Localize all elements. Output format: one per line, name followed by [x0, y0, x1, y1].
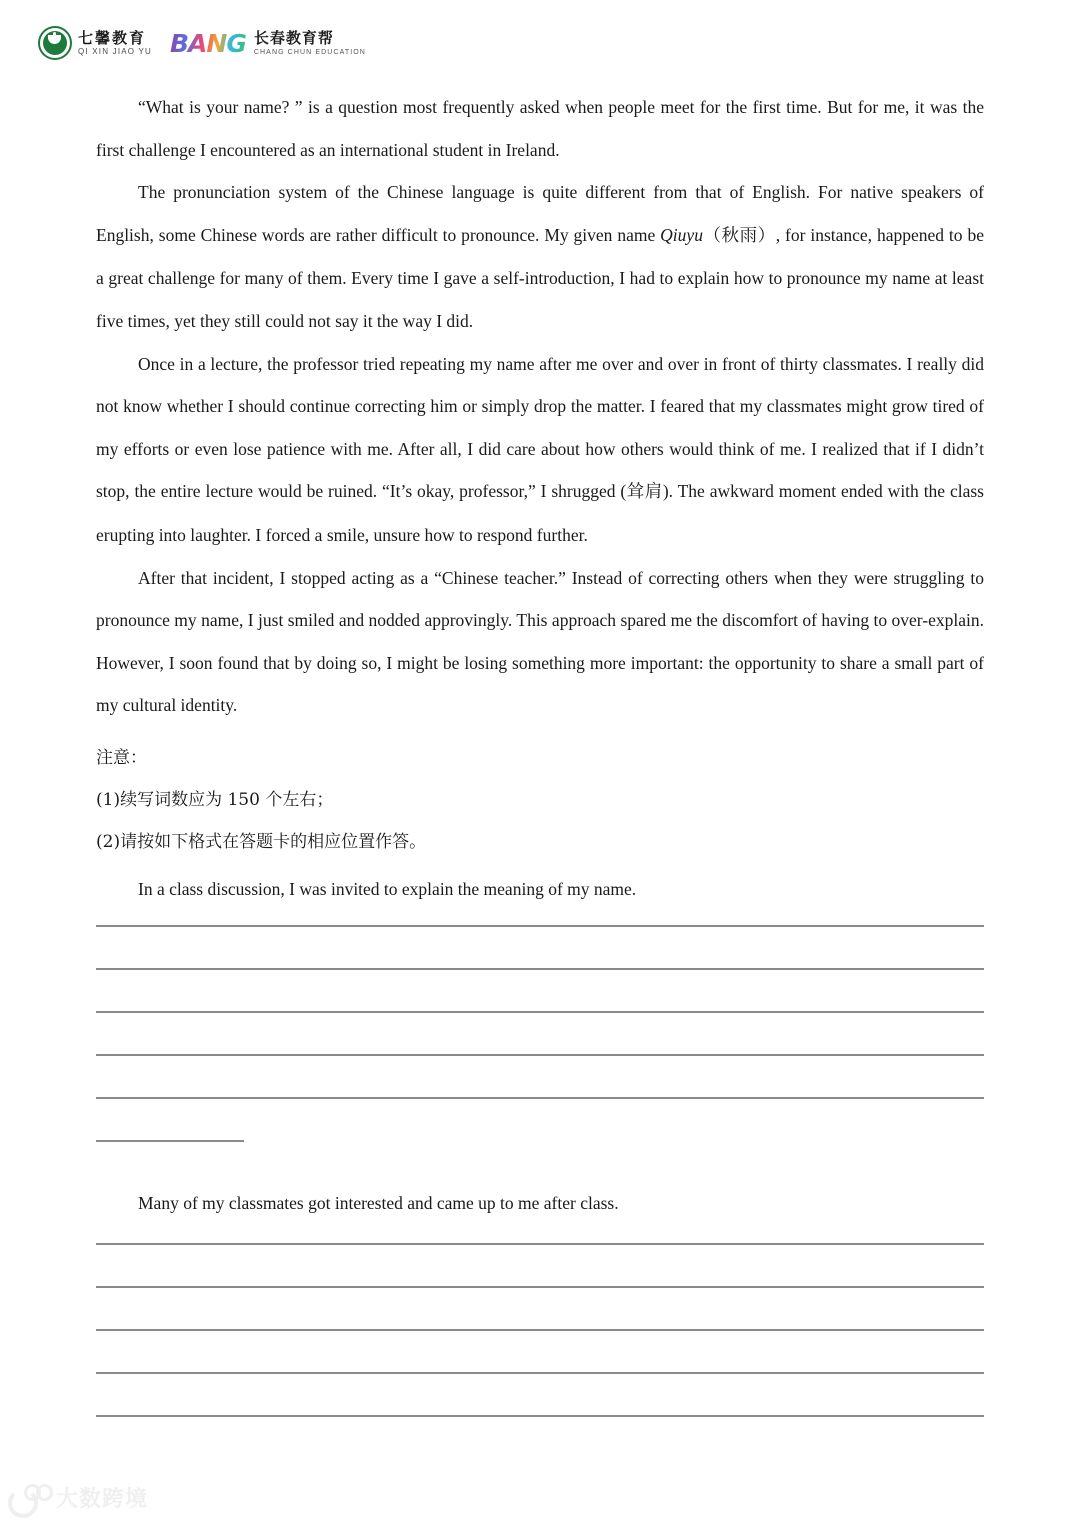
answer-line[interactable]: [96, 1329, 984, 1331]
answer-line[interactable]: [96, 968, 984, 970]
given-name-italic: Qiuyu: [660, 224, 703, 245]
answer-line[interactable]: [96, 1011, 984, 1013]
document-body: [96, 86, 984, 1458]
answer-lines-block-2: [96, 1243, 984, 1417]
writing-prompt-paragraph-1: In a class discussion, I was invited to explain the meaning of my name.: [138, 878, 637, 899]
answer-line[interactable]: [96, 925, 984, 927]
instruction-item-2: (2)请按如下格式在答题卡的相应位置作答。: [96, 831, 427, 852]
passage-p3-part-a: Once in a lecture, the professor tried repeating my name after me over and over in front of thirty classmates. I really did not know whether I should continue correcting him or simply drop the matter. I feared that my classmates might grow tired of my efforts or even lose patience with me. After all, I did care about how others would think of me. I realized that if I didn’t stop, the entire lecture would be ruined. “It’s okay, professor,” I shrugged (: [96, 353, 984, 502]
paw-circles-icon: [8, 1484, 48, 1512]
answer-line[interactable]: [96, 1415, 984, 1417]
logo-bang-en: CHANG CHUN EDUCATION: [253, 48, 366, 56]
writing-prompt-paragraph-2: Many of my classmates got interested and came up to me after class.: [138, 1192, 619, 1213]
passage-p2-part-b: , for instance, happened to be a great challenge for many of them. Every time I gave a self-introduction, I had to explain how to pronounce my name at least five times, yet they still could not say it the way I did.: [96, 224, 984, 331]
watermark-ring-shape: [8, 1488, 38, 1518]
bang-wordmark-icon: BANG: [170, 28, 246, 58]
passage-p3-part-b: ). The awkward moment ended with the class erupting into laughter. I forced a smile, unsure how to respond further.: [96, 481, 984, 545]
answer-line[interactable]: [96, 1286, 984, 1288]
watermark-label: 大数跨境: [56, 1487, 149, 1512]
logo-qixin-education: [38, 26, 152, 60]
passage-paragraph-4: After that incident, I stopped acting as a “Chinese teacher.” Instead of correcting others when they were struggling to pronounce my name, I just smiled and nodded approvingly. This approach spared me the discomfort of having to over-explain. However, I soon found that by doing so, I might be losing something more important: the opportunity to share a small part of my cultural identity.: [96, 567, 984, 716]
watermark-dot-shape: [24, 1484, 41, 1501]
passage-paragraph-1: “What is your name? ” is a question most frequently asked when people meet for the first time. But for me, it was the first challenge I encountered as an international student in Ireland.: [96, 97, 984, 160]
passage-paragraph-2: [96, 171, 984, 342]
passage-p2-part-a: The pronunciation system of the Chinese language is quite different from that of English. For native speakers of English, some Chinese words are rather difficult to pronounce. My given name: [96, 182, 984, 245]
logo-qixin-text: [78, 28, 152, 56]
answer-line[interactable]: [96, 1054, 984, 1056]
watermark: [8, 1482, 148, 1513]
shrug-gloss-chinese: 耸肩: [626, 482, 663, 503]
given-name-chinese: （秋雨）: [702, 225, 776, 246]
answer-line-short[interactable]: [96, 1140, 244, 1142]
watermark-dot-shape: [36, 1484, 53, 1501]
logo-bang-text: [253, 28, 366, 56]
leaf-circle-icon: [38, 26, 72, 60]
leaf-shape-icon: [53, 32, 56, 41]
logo-bang-education: [170, 28, 366, 58]
answer-line[interactable]: [96, 1243, 984, 1245]
instruction-item-1: (1)续写词数应为 150 个左右；: [96, 789, 334, 810]
logo-qixin-pinyin: QI XIN JIAO YU: [78, 46, 152, 56]
logo-bang-cn: 长春教育帮: [253, 28, 334, 47]
answer-line[interactable]: [96, 1372, 984, 1374]
page-header: [38, 26, 366, 60]
answer-line[interactable]: [96, 1097, 984, 1099]
logo-qixin-cn: 七馨教育: [78, 28, 147, 47]
answer-lines-block-1: [96, 925, 984, 1142]
instructions-block: [96, 737, 984, 863]
instructions-title: 注意：: [96, 747, 147, 768]
passage-paragraph-3: [96, 343, 984, 557]
